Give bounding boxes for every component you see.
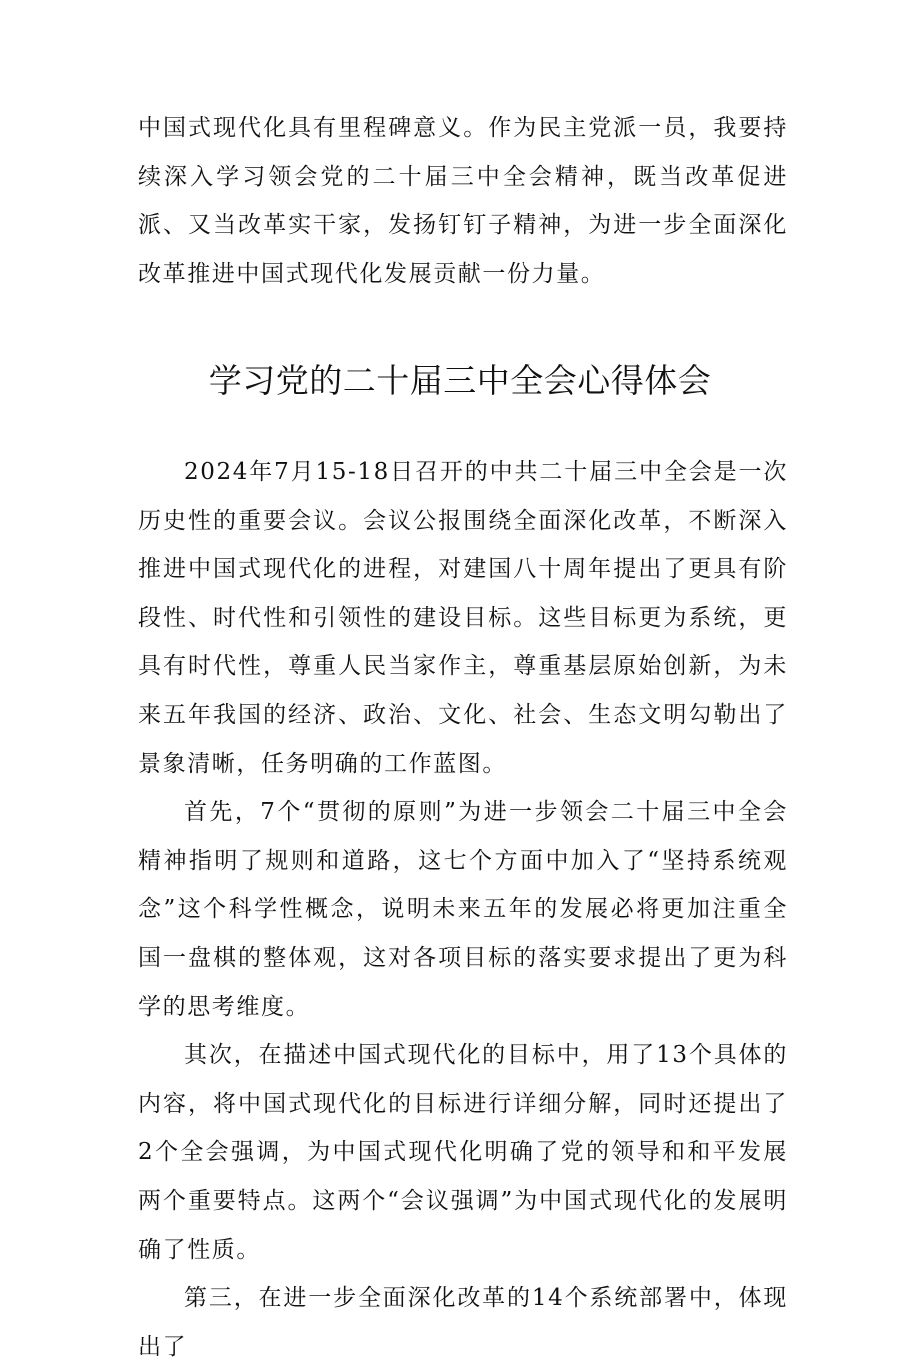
body-paragraph-1: 2024年7月15-18日召开的中共二十届三中全会是一次历史性的重要会议。会议公报围绕全面深化改革，不断深入推进中国式现代化的进程，对建国八十周年提出了更具有阶段性、时代性和引领性的建设目标。这些目标更为系统，更具有时代性，尊重人民当家作主，尊重基层原始创新，为未来五年我国的经济、政治、文化、社会、生态文明勾勒出了景象清晰，任务明确的工作蓝图。 xyxy=(138,459,788,777)
continuation-paragraph: 中国式现代化具有里程碑意义。作为民主党派一员，我要持续深入学习领会党的二十届三中全会精神，既当改革促进派、又当改革实干家，发扬钉钉子精神，为进一步全面深化改革推进中国式现代化发展贡献一份力量。 xyxy=(138,115,788,287)
document-title: 学习党的二十届三中全会心得体会 xyxy=(208,361,712,400)
body-paragraph-4: 第三，在进一步全面深化改革的14个系统部署中，体现出了 xyxy=(138,1285,788,1360)
body-text-block xyxy=(138,448,788,1371)
body-paragraph-2: 首先，7个“贯彻的原则”为进一步领会二十届三中全会精神指明了规则和道路，这七个方面中加入了“坚持系统观念”这个科学性概念，说明未来五年的发展必将更加注重全国一盘棋的整体观，这对各项目标的落实要求提出了更为科学的思考维度。 xyxy=(138,799,788,1020)
body-paragraph-3: 其次，在描述中国式现代化的目标中，用了13个具体的内容，将中国式现代化的目标进行详细分解，同时还提出了2个全会强调，为中国式现代化明确了党的领导和和平发展两个重要特点。这两个“会议强调”为中国式现代化的发展明确了性质。 xyxy=(138,1042,788,1263)
continuation-text-block xyxy=(138,104,788,298)
